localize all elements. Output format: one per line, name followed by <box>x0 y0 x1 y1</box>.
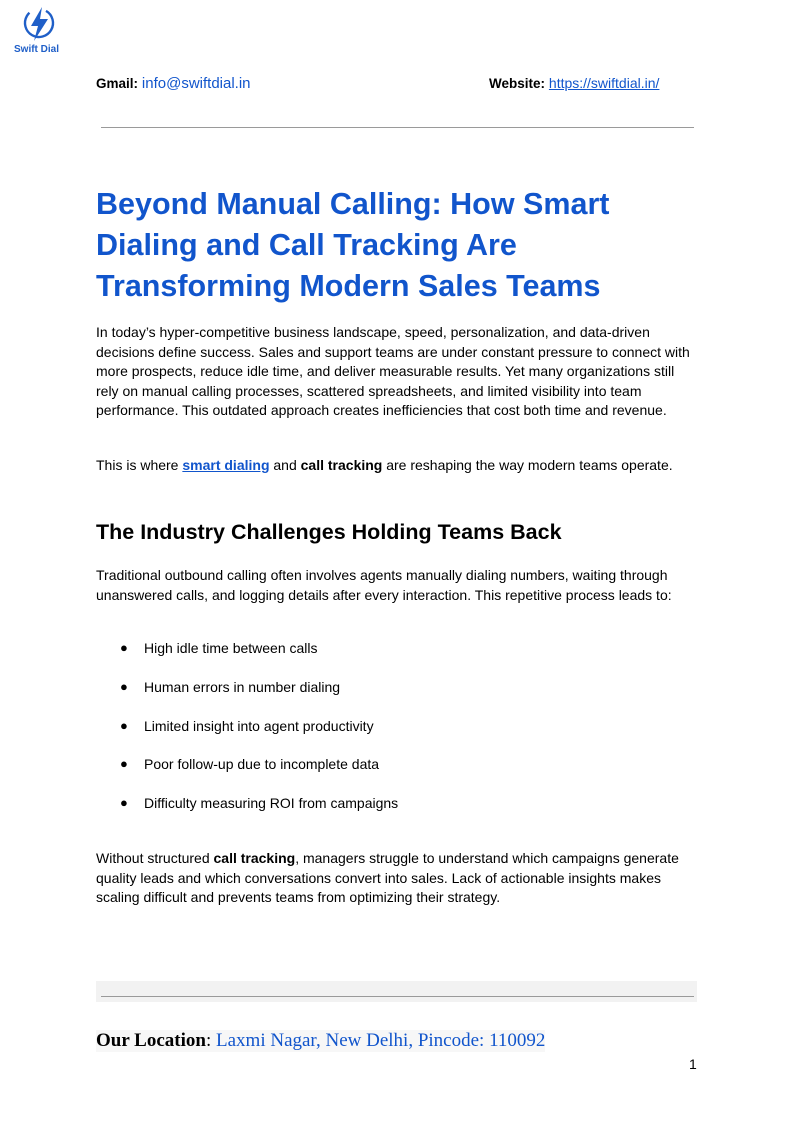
list-item-text: Human errors in number dialing <box>144 678 341 695</box>
intro-paragraph: In today’s hyper-competitive business landscape, speed, personalization, and data-driven decisions define success. Sales and support teams are under constant pressure to connect with more prospects, reduce idle time, and deliver measurable results. Yet many organizations still rely on manual calling processes, scattered spreadsheets, and limited visibility into team performance. This outdated approach creates inefficiencies that cost both time and revenue. <box>96 324 690 418</box>
list-item <box>96 793 398 832</box>
call-tracking-bold: call tracking <box>300 457 383 473</box>
footer-band <box>96 981 697 1002</box>
location-separator: : <box>205 1030 216 1051</box>
location-label: Our Location <box>96 1030 206 1051</box>
section-heading: The Industry Challenges Holding Teams Back <box>96 520 562 544</box>
swift-dial-logo <box>12 4 68 58</box>
page-title: Beyond Manual Calling: How Smart Dialing and Call Tracking Are Transforming Modern Sales Teams <box>96 187 610 303</box>
gmail-address-link[interactable]: info@swiftdial.in <box>141 75 251 92</box>
gmail-contact <box>96 75 251 92</box>
bullet-icon: ● <box>120 678 128 694</box>
smart-dialing-paragraph <box>96 456 700 476</box>
list-item-text: Difficulty measuring ROI from campaigns <box>144 795 399 812</box>
list-item <box>96 754 398 793</box>
header-divider <box>101 127 694 128</box>
website-label: Website: <box>489 76 546 91</box>
website-contact <box>489 75 659 91</box>
page-number: 1 <box>689 1056 697 1072</box>
smart-dialing-link[interactable]: smart dialing <box>182 457 270 473</box>
closing-text-before: Without structured <box>96 850 214 866</box>
location-value: Laxmi Nagar, New Delhi, Pincode: 110092 <box>216 1030 546 1051</box>
para2-text-middle: and <box>269 457 301 473</box>
list-item <box>96 638 398 677</box>
closing-call-tracking-bold: call tracking <box>213 850 296 866</box>
bullet-icon: ● <box>120 717 128 733</box>
website-link[interactable]: https://swiftdial.in/ <box>548 75 660 91</box>
bullet-icon: ● <box>120 640 128 655</box>
bullet-icon: ● <box>120 756 128 772</box>
list-item <box>96 716 398 755</box>
footer-divider <box>101 996 694 997</box>
closing-paragraph <box>96 849 700 908</box>
bullet-icon: ● <box>120 795 128 811</box>
list-item-text: High idle time between calls <box>144 640 318 656</box>
challenges-list <box>96 638 398 832</box>
list-item-text: Poor follow-up due to incomplete data <box>144 756 380 773</box>
closing-text-after: , managers struggle to understand which campaigns generate quality leads and which conversations convert into sales. Lack of actionable insights makes scaling difficult and prevents teams from optimizing their strategy. <box>96 850 679 905</box>
logo-wordmark: Swift Dial <box>14 44 60 55</box>
para2-text-before: This is where <box>96 457 183 473</box>
location-line <box>96 1030 545 1052</box>
challenges-intro-paragraph: Traditional outbound calling often involves agents manually dialing numbers, waiting through unanswered calls, and logging details after every interaction. This repetitive process leads to: <box>96 567 672 603</box>
gmail-label: Gmail: <box>96 76 139 91</box>
lightning-bolt-icon <box>22 4 56 44</box>
para2-text-after: are reshaping the way modern teams operate. <box>382 457 673 473</box>
list-item-text: Limited insight into agent productivity <box>144 717 374 734</box>
list-item <box>96 677 398 716</box>
